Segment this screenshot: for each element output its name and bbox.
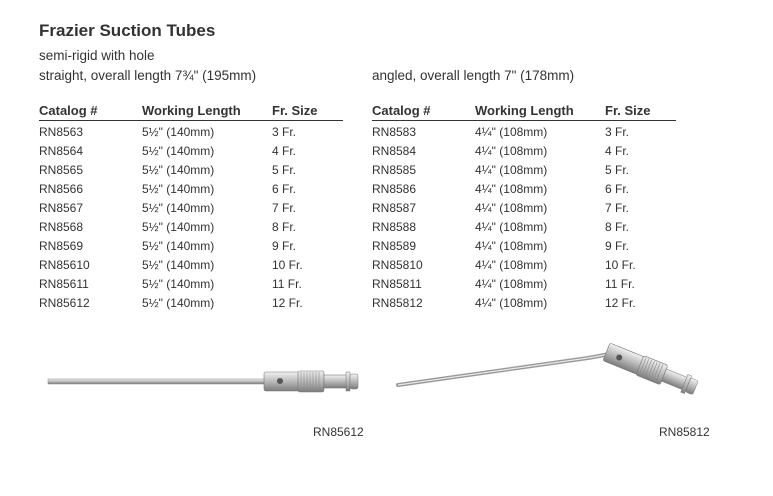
catalog-number: RN8563 [39, 125, 84, 139]
working-length: 4¼" (108mm) [475, 239, 548, 253]
catalog-number: RN8585 [372, 163, 417, 177]
fr-size: 6 Fr. [272, 182, 297, 196]
working-length: 5½" (140mm) [142, 239, 215, 253]
fr-size: 4 Fr. [605, 144, 630, 158]
fr-size: 12 Fr. [605, 296, 636, 310]
subtitle: semi-rigid with hole [39, 48, 155, 63]
working-length: 5½" (140mm) [142, 144, 215, 158]
catalog-number: RN85610 [39, 258, 90, 272]
fr-size: 3 Fr. [605, 125, 630, 139]
straight-suction-tube-image [48, 371, 358, 392]
working-length: 4¼" (108mm) [475, 144, 548, 158]
catalog-number: RN85812 [372, 296, 423, 310]
fr-size: 10 Fr. [272, 258, 303, 272]
catalog-number: RN8566 [39, 182, 84, 196]
fr-size: 7 Fr. [272, 201, 297, 215]
catalog-number: RN85612 [39, 296, 90, 310]
catalog-number: RN8583 [372, 125, 417, 139]
working-length: 4¼" (108mm) [475, 182, 548, 196]
working-length: 5½" (140mm) [142, 277, 215, 291]
fr-size: 12 Fr. [272, 296, 303, 310]
angled-image-caption: RN85812 [659, 425, 710, 439]
working-length: 5½" (140mm) [142, 258, 215, 272]
straight-heading: straight, overall length 7¾" (195mm) [39, 68, 257, 83]
straight-image-caption: RN85612 [313, 425, 364, 439]
fr-size: 4 Fr. [272, 144, 297, 158]
working-length: 4¼" (108mm) [475, 125, 548, 139]
working-length: 4¼" (108mm) [475, 201, 548, 215]
working-length: 5½" (140mm) [142, 163, 215, 177]
fr-size: 11 Fr. [272, 277, 302, 291]
angled-suction-tube-image [398, 342, 699, 397]
header-working-length: Working Length [475, 103, 574, 118]
working-length: 5½" (140mm) [142, 296, 215, 310]
fr-size: 7 Fr. [605, 201, 630, 215]
header-fr-size: Fr. Size [605, 103, 651, 118]
fr-size: 10 Fr. [605, 258, 636, 272]
catalog-number: RN8586 [372, 182, 417, 196]
header-catalog: Catalog # [372, 103, 431, 118]
catalog-number: RN85810 [372, 258, 423, 272]
catalog-number: RN85611 [39, 277, 89, 291]
working-length: 4¼" (108mm) [475, 277, 548, 291]
catalog-number: RN8584 [372, 144, 417, 158]
working-length: 4¼" (108mm) [475, 296, 548, 310]
working-length: 4¼" (108mm) [475, 258, 548, 272]
fr-size: 6 Fr. [605, 182, 630, 196]
working-length: 5½" (140mm) [142, 201, 215, 215]
catalog-number: RN8569 [39, 239, 84, 253]
angled-heading: angled, overall length 7" (178mm) [372, 68, 575, 83]
catalog-number: RN85811 [372, 277, 422, 291]
fr-size: 5 Fr. [605, 163, 630, 177]
fr-size: 8 Fr. [272, 220, 297, 234]
catalog-number: RN8568 [39, 220, 84, 234]
fr-size: 9 Fr. [272, 239, 297, 253]
catalog-number: RN8589 [372, 239, 417, 253]
working-length: 4¼" (108mm) [475, 163, 548, 177]
fr-size: 3 Fr. [272, 125, 297, 139]
working-length: 5½" (140mm) [142, 182, 215, 196]
header-working-length: Working Length [142, 103, 241, 118]
fr-size: 8 Fr. [605, 220, 630, 234]
header-fr-size: Fr. Size [272, 103, 318, 118]
fr-size: 11 Fr. [605, 277, 635, 291]
working-length: 5½" (140mm) [142, 125, 215, 139]
fr-size: 9 Fr. [605, 239, 630, 253]
catalog-number: RN8564 [39, 144, 84, 158]
catalog-number: RN8587 [372, 201, 417, 215]
catalog-number: RN8567 [39, 201, 84, 215]
fr-size: 5 Fr. [272, 163, 297, 177]
page-title: Frazier Suction Tubes [39, 21, 216, 40]
header-catalog: Catalog # [39, 103, 98, 118]
working-length: 5½" (140mm) [142, 220, 215, 234]
working-length: 4¼" (108mm) [475, 220, 548, 234]
catalog-number: RN8565 [39, 163, 84, 177]
catalog-number: RN8588 [372, 220, 417, 234]
